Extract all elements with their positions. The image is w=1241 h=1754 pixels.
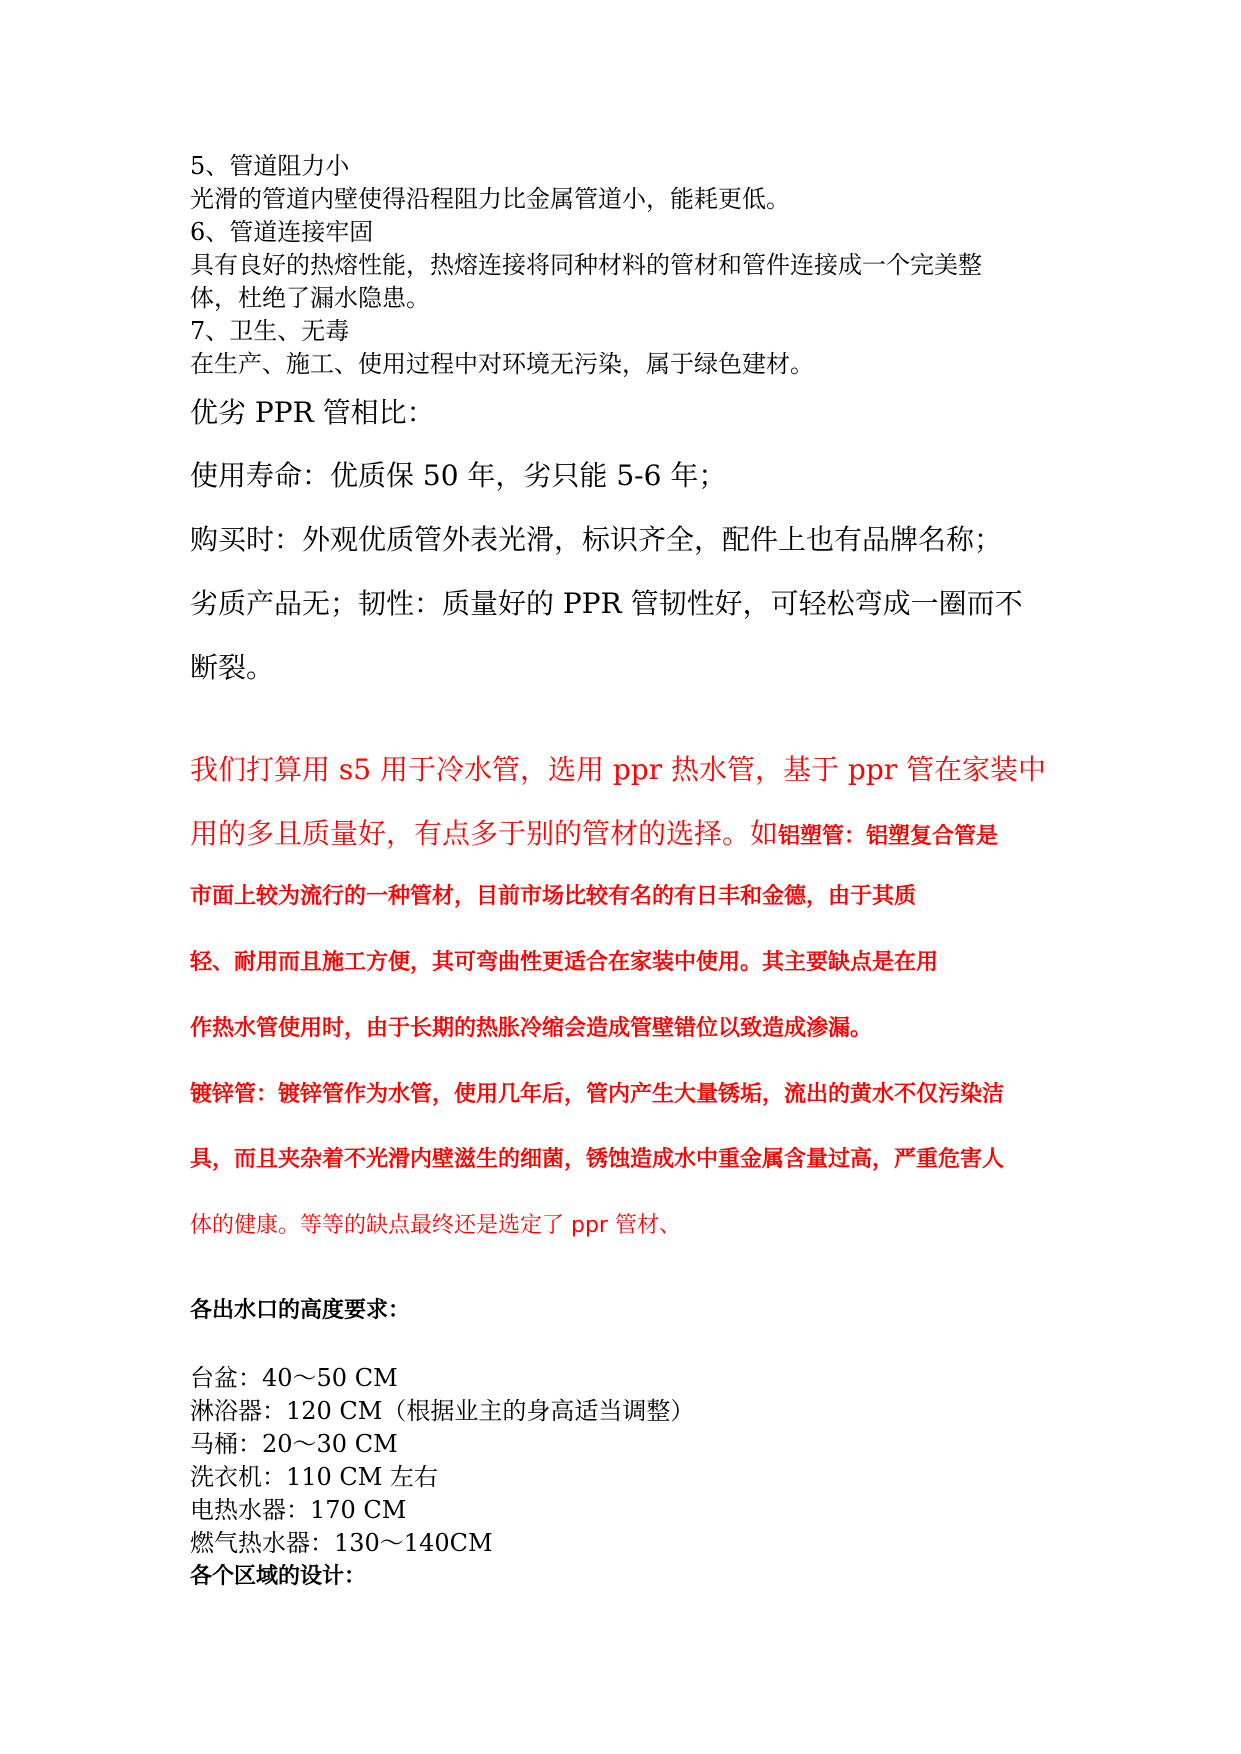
choice-note-line-6: 镀锌管：镀锌管作为水管，使用几年后，管内产生大量锈垢，流出的黄水不仅污染洁: [190, 1082, 1005, 1107]
comparison-heading: 优劣 PPR 管相比：: [190, 396, 435, 429]
comparison-line-3: 劣质产品无；韧性：质量好的 PPR 管韧性好，可轻松弯成一圈而不: [190, 587, 1023, 620]
outlet-height-item: 淋浴器：120 CM（根据业主的身高适当调整）: [190, 1397, 695, 1425]
choice-note-line-8: 体的健康。等等的缺点最终还是选定了 ppr 管材、: [190, 1213, 681, 1238]
item7-text: 在生产、施工、使用过程中对环境无污染，属于绿色建材。: [190, 350, 814, 378]
choice-note-line-1: 我们打算用 s5 用于冷水管，选用 ppr 热水管，基于 ppr 管在家装中: [190, 753, 1047, 786]
choice-note-line-2-serif: 用的多且质量好，有点多于别的管材的选择。如: [190, 817, 779, 850]
outlet-height-item: 洗衣机：110 CM 左右: [190, 1463, 439, 1491]
outlet-height-item: 电热水器：170 CM: [190, 1496, 407, 1524]
choice-note-line-2: [190, 816, 998, 855]
item6-title: 6、管道连接牢固: [190, 218, 374, 246]
choice-note-line-5: 作热水管使用时，由于长期的热胀冷缩会造成管壁错位以致造成渗漏。: [190, 1016, 873, 1041]
item7-title: 7、卫生、无毒: [190, 317, 350, 345]
comparison-line-4: 断裂。: [190, 651, 275, 684]
choice-note-line-2-bold: 铝塑管：铝塑复合管是: [778, 824, 999, 849]
choice-note-line-7: 具，而且夹杂着不光滑内壁滋生的细菌，锈蚀造成水中重金属含量过高，严重危害人: [190, 1147, 1005, 1172]
choice-note-line-4: 轻、耐用而且施工方便，其可弯曲性更适合在家装中使用。其主要缺点是在用: [190, 950, 939, 975]
outlet-height-item: 马桶：20～30 CM: [190, 1430, 398, 1458]
item6-text-line1: 具有良好的热熔性能，热熔连接将同种材料的管材和管件连接成一个完美整: [190, 251, 982, 279]
outlet-height-item: 燃气热水器：130～140CM: [190, 1529, 493, 1557]
area-design-heading: 各个区域的设计：: [190, 1564, 367, 1589]
outlet-heights-heading: 各出水口的高度要求：: [190, 1298, 411, 1323]
item5-title: 5、管道阻力小: [190, 152, 350, 180]
outlet-height-item: 台盆：40～50 CM: [190, 1364, 398, 1392]
item5-text: 光滑的管道内壁使得沿程阻力比金属管道小，能耗更低。: [190, 185, 790, 213]
comparison-line-1: 使用寿命：优质保 50 年，劣只能 5-6 年；: [190, 459, 727, 492]
choice-note-line-3: 市面上较为流行的一种管材，目前市场比较有名的有日丰和金德，由于其质: [190, 884, 917, 909]
item6-text-line2: 体，杜绝了漏水隐患。: [190, 284, 430, 312]
comparison-line-2: 购买时：外观优质管外表光滑，标识齐全，配件上也有品牌名称；: [190, 523, 1003, 556]
